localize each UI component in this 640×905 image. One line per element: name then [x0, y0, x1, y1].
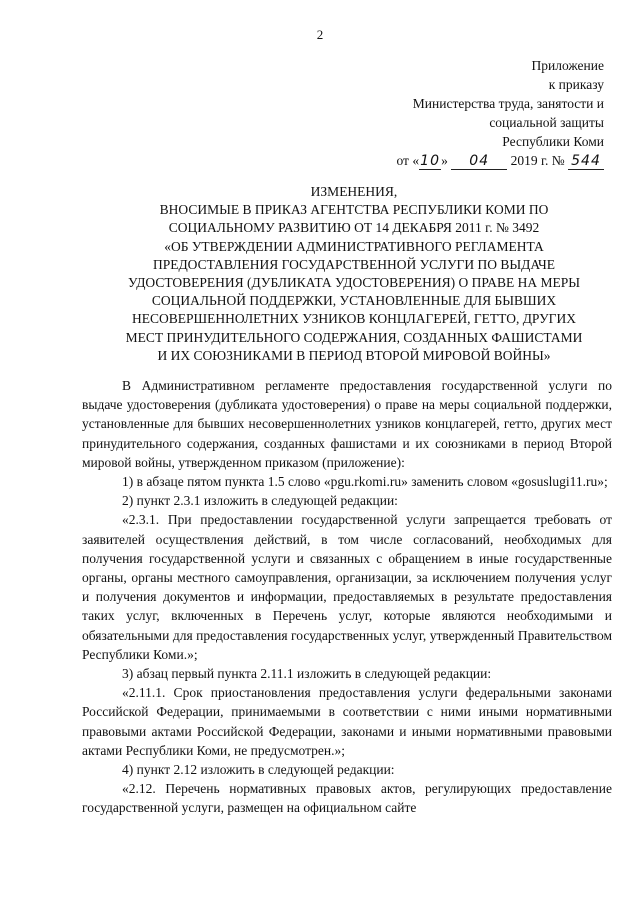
order-number: 544 [571, 153, 601, 169]
appendix-line: Министерства труда, занятости и [412, 96, 604, 111]
order-year-text: 2019 г. № [510, 153, 565, 168]
appendix-line: социальной защиты [489, 115, 604, 130]
title-line: СОЦИАЛЬНОЙ ПОДДЕРЖКИ, УСТАНОВЛЕННЫЕ ДЛЯ БЫВШИХ [151, 293, 557, 309]
title-line: МЕСТ ПРИНУДИТЕЛЬНОГО СОДЕРЖАНИЯ, СОЗДАННЫХ ФАШИСТАМИ [125, 329, 583, 345]
body-paragraph: 4) пункт 2.12 изложить в следующей редакции: [122, 762, 395, 778]
order-date-line [396, 151, 604, 170]
title-line: НЕСОВЕРШЕННОЛЕТНИХ УЗНИКОВ КОНЦЛАГЕРЕЙ, ГЕТТО, ДРУГИХ [132, 311, 576, 327]
title-line: УДОСТОВЕРЕНИЯ (ДУБЛИКАТА УДОСТОВЕРЕНИЯ) О ПРАВЕ НА МЕРЫ [128, 275, 580, 291]
body-paragraph: 3) абзац первый пункта 2.11.1 изложить в следующей редакции: [122, 666, 492, 682]
date-prefix: от « [396, 153, 420, 168]
body-paragraph: В Административном регламенте предоставления государственной услуги по выдаче удостоверения (дубликата удостоверения) о праве на меры социальной поддержки, установленные для бывших несовершеннолетних узников концлагерей, гетто, других мест принудительного содержания, созданных фашистами и их союзниками в период Второй мировой войны, утвержденном приказом (приложение): [82, 378, 612, 470]
document-title [94, 183, 614, 365]
appendix-line: к приказу [548, 77, 604, 92]
date-mid: » [441, 153, 448, 168]
document-body [82, 376, 612, 818]
title-line: ИЗМЕНЕНИЯ, [310, 184, 398, 199]
body-paragraph: 2) пункт 2.3.1 изложить в следующей редакции: [122, 493, 398, 509]
title-line: «ОБ УТВЕРЖДЕНИИ АДМИНИСТРАТИВНОГО РЕГЛАМЕНТА [164, 238, 544, 254]
title-line: И ИХ СОЮЗНИКАМИ В ПЕРИОД ВТОРОЙ МИРОВОЙ ВОЙНЫ» [157, 347, 551, 363]
title-line: СОЦИАЛЬНОМУ РАЗВИТИЮ ОТ 14 ДЕКАБРЯ 2011 г. № 3492 [168, 220, 540, 236]
title-line: ПРЕДОСТАВЛЕНИЯ ГОСУДАРСТВЕННОЙ УСЛУГИ ПО ВЫДАЧЕ [152, 256, 556, 272]
order-month: 04 [469, 153, 490, 169]
body-paragraph: «2.11.1. Срок приостановления предоставления услуги федеральными законами Российской Федерации, принимаемыми в соответствии с ними иными нормативными правовыми актами Российской Федерации, законами и иными нормативными правовыми актами Республики Коми, не предусмотрен.»; [82, 685, 612, 758]
body-paragraph: «2.3.1. При предоставлении государственной услуги запрещается требовать от заявителей осуществления действий, в том числе согласований, необходимых для получения государственной услуги и связанных с обращением в иные государственные органы, органы местного самоуправления, организации, за исключением получения услуг и получения документов и информации, предоставляемых в результате предоставления таких услуг, включенных в Перечень услуг, которые являются необходимыми и обязательными для предоставления государственных услуг, утвержденный Правительством Республики Коми.»; [82, 512, 612, 662]
page-number: 2 [316, 27, 324, 42]
appendix-line: Республики Коми [502, 134, 604, 149]
appendix-header [396, 56, 604, 170]
title-line: ВНОСИМЫЕ В ПРИКАЗ АГЕНТСТВА РЕСПУБЛИКИ КОМИ ПО [159, 202, 549, 218]
body-paragraph: «2.12. Перечень нормативных правовых актов, регулирующих предоставление государственной услуги, размещен на официальном сайте [82, 781, 612, 816]
order-day: 10 [420, 153, 440, 169]
body-paragraph: 1) в абзаце пятом пункта 1.5 слово «pgu.rkomi.ru» заменить словом «gosuslugi11.ru»; [122, 474, 608, 490]
appendix-line: Приложение [531, 58, 604, 73]
